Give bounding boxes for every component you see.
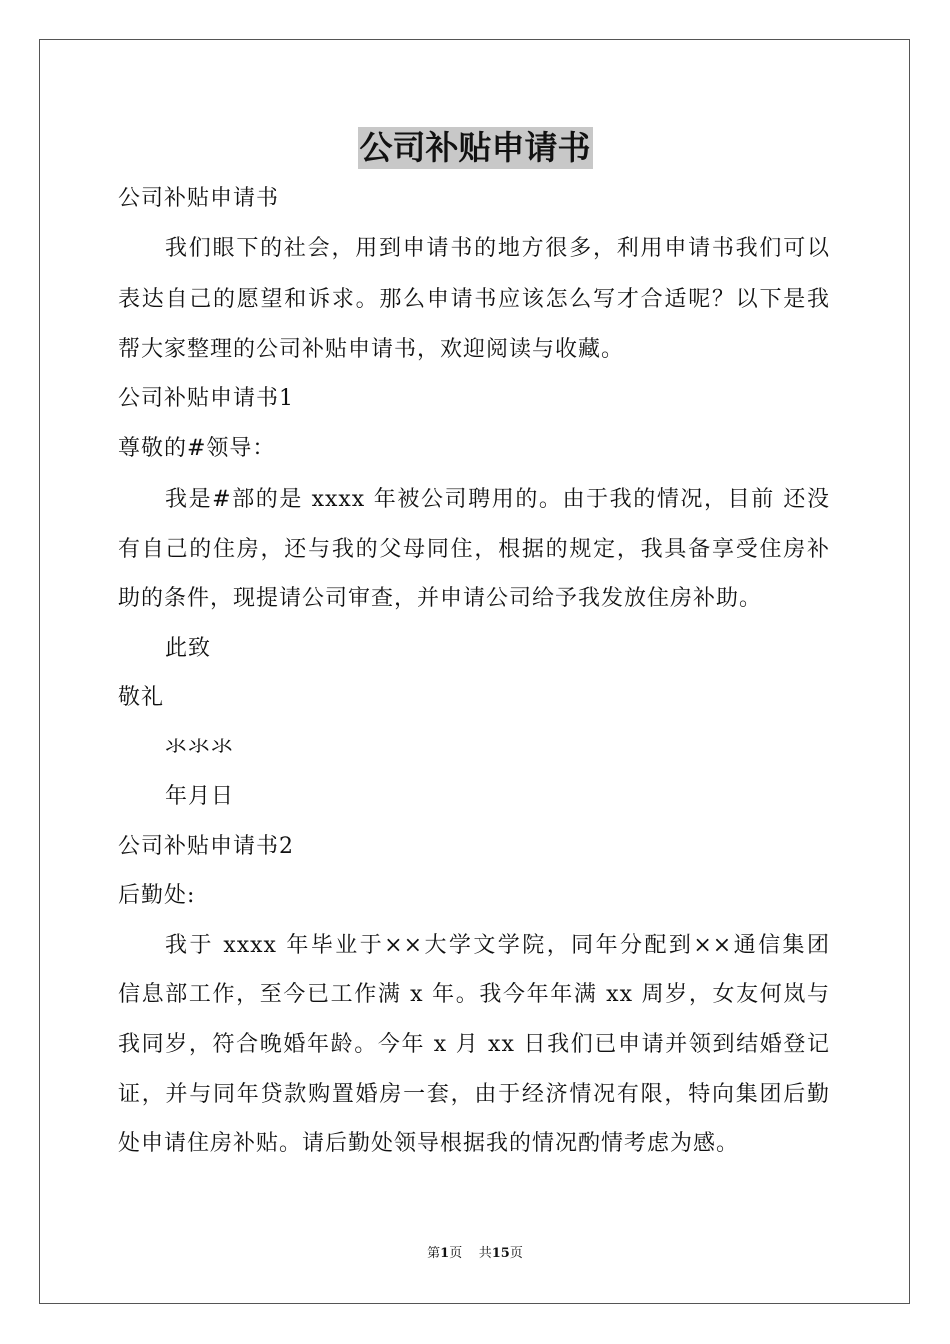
title-container [0,127,950,169]
section1-heading: 公司补贴申请书1 [118,386,294,411]
page-footer [0,1245,950,1263]
section1-body-line-3: 助的条件，现提请公司审查，并申请公司给予我发放住房补助。 [118,586,763,611]
page-frame [39,39,910,1304]
section2-body-line-1: 我于 xxxx 年毕业于××大学文学院，同年分配到××通信集团 [165,933,830,958]
footer-page-total: 15 [491,1246,510,1261]
section2-heading: 公司补贴申请书2 [118,834,294,859]
section2-body-line-2: 信息部工作，至今已工作满 x 年。我今年年满 xx 周岁，女友何岚与 [118,982,830,1007]
section2-body-line-4: 证，并与同年贷款购置婚房一套，由于经济情况有限，特向集团后勤 [118,1082,830,1107]
section1-closing-1: 此致 [165,636,212,661]
intro-line-2: 表达自己的愿望和诉求。那么申请书应该怎么写才合适呢？以下是我 [118,287,830,312]
document-title: 公司补贴申请书 [359,128,591,167]
intro-line-3: 帮大家整理的公司补贴申请书，欢迎阅读与收藏。 [118,337,625,362]
section1-salutation: 尊敬的#领导： [118,436,276,461]
section1-closing-2: 敬礼 [118,685,165,710]
intro-line-1: 我们眼下的社会，用到申请书的地方很多，利用申请书我们可以 [165,236,830,261]
section1-body-line-1: 我是#部的是 xxxx 年被公司聘用的。由于我的情况，目前 还没 [165,487,830,512]
section1-date: 年月日 [165,784,235,809]
section1-body-line-2: 有自己的住房，还与我的父母同住，根据的规定，我具备享受住房补 [118,537,830,562]
footer-total-unit: 页 [509,1246,523,1261]
footer-total-prefix: 共 [478,1246,492,1261]
section2-body-line-3: 我同岁，符合晚婚年龄。今年 x 月 xx 日我们已申请并领到结婚登记 [118,1032,830,1057]
footer-page-prefix: 第 [427,1246,441,1261]
document-subtitle: 公司补贴申请书 [118,186,280,211]
section2-salutation: 后勤处: [118,883,196,908]
footer-page-unit: 页 [449,1246,463,1261]
section2-body-line-5: 处申请住房补贴。请后勤处领导根据我的情况酌情考虑为感。 [118,1131,740,1156]
section1-signature: 氺氺氺 [165,735,235,760]
footer-page-current: 1 [440,1246,450,1261]
